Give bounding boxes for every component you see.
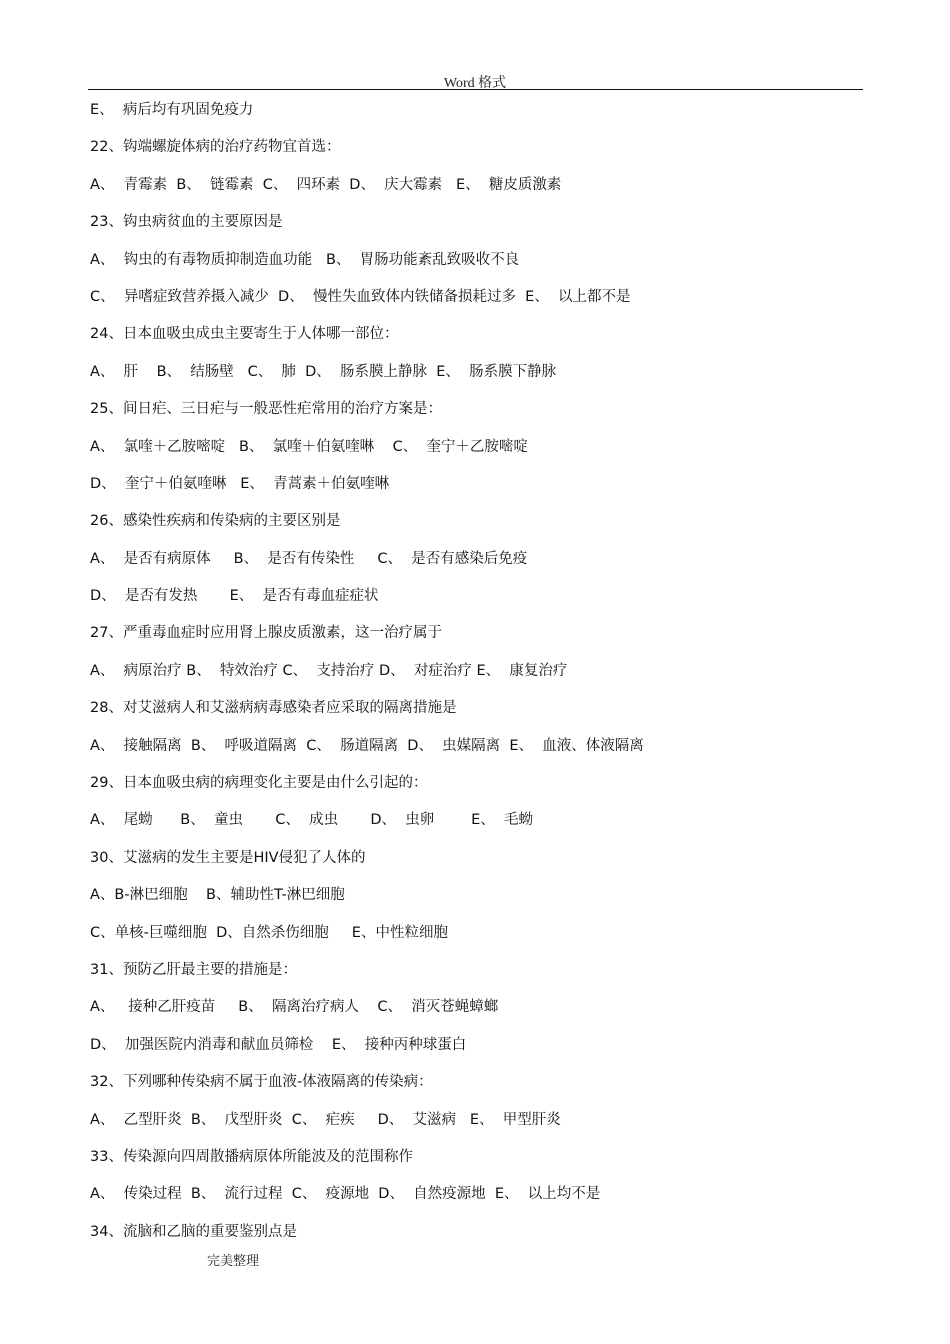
question-34: 34、流脑和乙脑的重要鉴别点是 bbox=[90, 1223, 297, 1240]
options-23a: A、 钩虫的有毒物质抑制造血功能 B、 胃肠功能紊乱致吸收不良 bbox=[90, 251, 520, 268]
question-28: 28、对艾滋病人和艾滋病病毒感染者应采取的隔离措施是 bbox=[90, 700, 457, 717]
options-25b: D、 奎宁＋伯氨喹啉 E、 青蒿素＋伯氨喹啉 bbox=[90, 475, 390, 492]
options-26b: D、 是否有发热 E、 是否有毒血症症状 bbox=[90, 588, 379, 605]
options-30b: C、单核-巨噬细胞 D、自然杀伤细胞 E、中性粒细胞 bbox=[90, 924, 448, 941]
options-24: A、 肝 B、 结肠壁 C、 肺 D、 肠系膜上静脉 E、 肠系膜下静脉 bbox=[90, 363, 557, 380]
page-header-title: Word 格式 bbox=[443, 76, 507, 91]
question-29: 29、日本血吸虫病的病理变化主要是由什么引起的： bbox=[90, 775, 428, 792]
question-26: 26、感染性疾病和传染病的主要区别是 bbox=[90, 513, 341, 530]
options-29: A、 尾蚴 B、 童虫 C、 成虫 D、 虫卵 E、 毛蚴 bbox=[90, 812, 533, 829]
options-31b: D、 加强医院内消毒和献血员筛检 E、 接种丙种球蛋白 bbox=[90, 1036, 467, 1053]
question-32: 32、下列哪种传染病不属于血液-体液隔离的传染病： bbox=[90, 1074, 433, 1091]
text-line: E、 病后均有巩固免疫力 bbox=[90, 102, 254, 118]
question-27: 27、严重毒血症时应用肾上腺皮质激素，这一治疗属于 bbox=[90, 625, 442, 642]
question-25: 25、间日疟、三日疟与一般恶性疟常用的治疗方案是： bbox=[90, 401, 442, 418]
options-27: A、 病原治疗 B、 特效治疗 C、 支持治疗 D、 对症治疗 E、 康复治疗 bbox=[90, 662, 568, 679]
options-26a: A、 是否有病原体 B、 是否有传染性 C、 是否有感染后免疫 bbox=[90, 550, 528, 567]
options-32: A、 乙型肝炎 B、 戊型肝炎 C、 疟疾 D、 艾滋病 E、 甲型肝炎 bbox=[90, 1111, 561, 1128]
question-31: 31、预防乙肝最主要的措施是： bbox=[90, 961, 297, 978]
options-28: A、 接触隔离 B、 呼吸道隔离 C、 肠道隔离 D、 虫媒隔离 E、 血液、体液隔离 bbox=[90, 737, 644, 754]
question-24: 24、日本血吸虫成虫主要寄生于人体哪一部位： bbox=[90, 326, 399, 343]
options-25a: A、 氯喹＋乙胺嘧啶 B、 氯喹＋伯氨喹啉 C、 奎宁＋乙胺嘧啶 bbox=[90, 438, 528, 455]
question-list bbox=[90, 96, 870, 1255]
options-23b: C、 异嗜症致营养摄入减少 D、 慢性失血致体内铁储备损耗过多 E、 以上都不是 bbox=[90, 288, 631, 305]
options-33: A、 传染过程 B、 流行过程 C、 疫源地 D、 自然疫源地 E、 以上均不是 bbox=[90, 1186, 601, 1203]
options-30a: A、B-淋巴细胞 B、辅助性T-淋巴细胞 bbox=[90, 887, 345, 904]
page-footer-text: 完美整理 bbox=[207, 1254, 260, 1269]
header-divider bbox=[88, 89, 863, 90]
question-22: 22、钩端螺旋体病的治疗药物宜首选： bbox=[90, 139, 341, 156]
options-22: A、 青霉素 B、 链霉素 C、 四环素 D、 庆大霉素 E、 糖皮质激素 bbox=[90, 176, 562, 193]
options-31a: A、 接种乙肝疫苗 B、 隔离治疗病人 C、 消灭苍蝇蟑螂 bbox=[90, 999, 499, 1016]
question-23: 23、钩虫病贫血的主要原因是 bbox=[90, 214, 283, 231]
question-33: 33、传染源向四周散播病原体所能波及的范围称作 bbox=[90, 1148, 413, 1165]
question-30: 30、艾滋病的发生主要是HIV侵犯了人体的 bbox=[90, 849, 366, 866]
